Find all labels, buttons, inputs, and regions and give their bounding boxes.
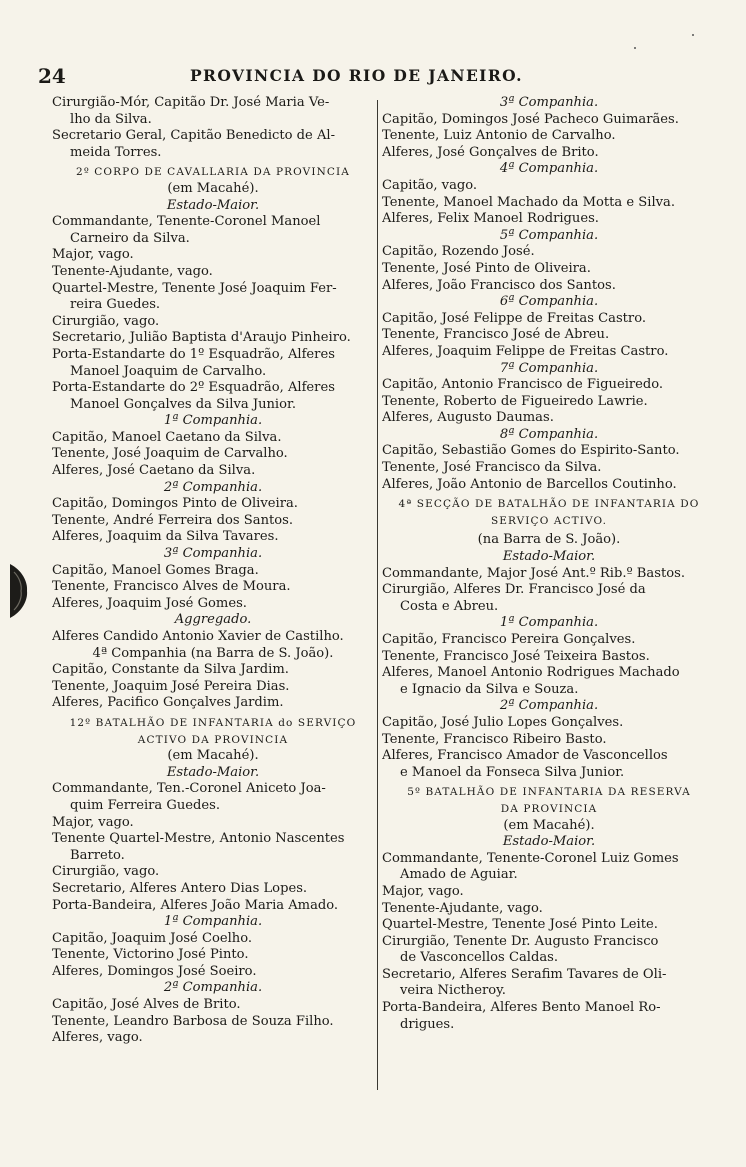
right-column-line: de Vasconcellos Caldas. bbox=[400, 950, 559, 966]
left-column-line: meida Torres. bbox=[70, 144, 162, 160]
left-column-line: Alferes, Joaquim José Gomes. bbox=[52, 595, 247, 611]
left-column-line: Tenente, Joaquim José Pereira Dias. bbox=[52, 678, 290, 694]
right-column-line: 1ª Companhia. bbox=[499, 615, 599, 631]
left-column-line: quim Ferreira Guedes. bbox=[70, 797, 221, 813]
left-column-line: Tenente, José Joaquim de Carvalho. bbox=[52, 446, 288, 462]
right-column-line: Capitão, Antonio Francisco de Figueiredo. bbox=[382, 377, 664, 393]
left-column-line: Capitão, Manoel Caetano da Silva. bbox=[52, 429, 282, 445]
right-column-line: 7ª Companhia. bbox=[499, 360, 599, 376]
left-column-line: Aggregado. bbox=[174, 612, 252, 628]
left-column-line: Capitão, Domingos Pinto de Oliveira. bbox=[52, 496, 298, 512]
left-column-line: 1ª Companhia. bbox=[163, 914, 263, 930]
left-column-line: Secretario Geral, Capitão Benedicto de Al- bbox=[52, 128, 336, 144]
left-column-line: Secretario, Julião Baptista d'Araujo Pinheiro. bbox=[52, 330, 351, 346]
left-column-line: Capitão, José Alves de Brito. bbox=[52, 997, 241, 1013]
right-column-line: Cirurgião, Tenente Dr. Augusto Francisco bbox=[382, 933, 659, 949]
left-column-line: (em Macahé). bbox=[167, 180, 259, 196]
right-column-line: Commandante, Major José Ant.º Rib.º Bastos. bbox=[382, 565, 685, 581]
left-column-line: 2ª Companhia. bbox=[163, 479, 263, 495]
left-column-line: Estado-Maior. bbox=[166, 764, 260, 780]
left-column-line: Capitão, Constante da Silva Jardim. bbox=[52, 662, 289, 678]
right-column bbox=[382, 95, 716, 1033]
right-column-line: Alferes, João Antonio de Barcellos Coutinho. bbox=[382, 476, 677, 492]
left-column-line: Estado-Maior. bbox=[166, 197, 260, 213]
left-column-line: Porta-Estandarte do 2º Esquadrão, Alferes bbox=[52, 380, 335, 396]
right-column-line: 6ª Companhia. bbox=[499, 294, 599, 310]
right-column-line: Alferes, Joaquim Felippe de Freitas Castro. bbox=[382, 343, 669, 359]
right-column-line: Estado-Maior. bbox=[502, 549, 596, 565]
left-column-line: ACTIVO DA PROVINCIA bbox=[137, 733, 289, 746]
left-column-line: Barreto. bbox=[70, 847, 125, 863]
right-column-line: Alferes, Augusto Daumas. bbox=[382, 410, 554, 426]
paper-speck bbox=[634, 47, 636, 49]
right-column-line: Tenente, Luiz Antonio de Carvalho. bbox=[382, 128, 616, 144]
right-column-line: Alferes, Felix Manoel Rodrigues. bbox=[382, 211, 599, 227]
right-column-line: Capitão, Francisco Pereira Gonçalves. bbox=[382, 632, 636, 647]
right-column-line: Alferes, José Gonçalves de Brito. bbox=[382, 144, 599, 160]
right-column-line: (em Macahé). bbox=[503, 817, 595, 833]
left-column-line: (em Macahé). bbox=[167, 748, 259, 764]
right-column-line: Alferes, Francisco Amador de Vasconcellos bbox=[382, 748, 668, 764]
left-column-line: Tenente, Victorino José Pinto. bbox=[52, 947, 249, 963]
left-column-line: 2º CORPO DE CAVALLARIA DA PROVINCIA bbox=[76, 166, 350, 179]
right-column-line: Tenente-Ajudante, vago. bbox=[382, 900, 543, 916]
left-column-line: Capitão, Joaquim José Coelho. bbox=[52, 930, 253, 946]
right-column-line: Tenente, Roberto de Figueiredo Lawrie. bbox=[382, 393, 648, 409]
right-column-line: Tenente, José Francisco da Silva. bbox=[382, 460, 602, 476]
left-column-line: lho da Silva. bbox=[70, 111, 152, 127]
left-column-line: Tenente, André Ferreira dos Santos. bbox=[52, 512, 294, 528]
left-column bbox=[52, 95, 374, 1047]
left-column-line: 4ª Companhia (na Barra de S. João). bbox=[92, 645, 334, 661]
right-column-line: Capitão, Sebastião Gomes do Espirito-Santo. bbox=[382, 443, 680, 459]
right-column-line: Tenente, Francisco José Teixeira Bastos. bbox=[382, 648, 650, 664]
left-column-line: Alferes, vago. bbox=[52, 1030, 143, 1046]
page-title: PROVINCIA DO RIO DE JANEIRO. bbox=[190, 66, 523, 85]
left-column-line: Porta-Estandarte do 1º Esquadrão, Alferes bbox=[52, 346, 335, 362]
right-column-line: Quartel-Mestre, Tenente José Pinto Leite. bbox=[382, 917, 658, 933]
left-column-line: Tenente, Leandro Barbosa de Souza Filho. bbox=[52, 1013, 334, 1029]
left-column-line: Alferes, Domingos José Soeiro. bbox=[52, 963, 257, 979]
right-column-line: 8ª Companhia. bbox=[499, 426, 599, 442]
left-column-line: Alferes, Joaquim da Silva Tavares. bbox=[52, 529, 279, 545]
left-column-line: Porta-Bandeira, Alferes João Maria Amado. bbox=[52, 897, 339, 913]
left-column-line: Cirurgião, vago. bbox=[52, 313, 160, 329]
right-column-line: veira Nictheroy. bbox=[400, 983, 506, 999]
right-column-line: (na Barra de S. João). bbox=[477, 532, 621, 548]
page-number: 24 bbox=[38, 64, 66, 88]
left-column-line: Secretario, Alferes Antero Dias Lopes. bbox=[52, 880, 308, 896]
right-column-line: 4ª SECÇÃO DE BATALHÃO DE INFANTARIA DO bbox=[398, 498, 700, 511]
right-column-line: Capitão, Rozendo José. bbox=[382, 244, 535, 260]
right-column-line: Alferes, João Francisco dos Santos. bbox=[382, 277, 616, 293]
paper-speck bbox=[692, 34, 694, 36]
right-column-line: 4ª Companhia. bbox=[499, 161, 599, 177]
left-column-line: Alferes, José Caetano da Silva. bbox=[52, 463, 256, 479]
right-column-line: Tenente, Francisco Ribeiro Basto. bbox=[382, 731, 607, 747]
left-column-line: Commandante, Tenente-Coronel Manoel bbox=[52, 214, 321, 230]
right-column-line: Tenente, Manoel Machado da Motta e Silva. bbox=[382, 194, 676, 210]
right-column-line: 3ª Companhia. bbox=[499, 95, 599, 110]
left-column-line: Capitão, Manoel Gomes Braga. bbox=[52, 562, 259, 578]
left-column-line: Tenente, Francisco Alves de Moura. bbox=[52, 579, 291, 595]
left-column-line: 1ª Companhia. bbox=[163, 413, 263, 429]
right-column-line: Costa e Abreu. bbox=[400, 598, 499, 614]
column-divider bbox=[377, 100, 378, 1090]
left-column-line: Commandante, Ten.-Coronel Aniceto Joa- bbox=[52, 781, 326, 797]
right-column-line: 2ª Companhia. bbox=[499, 698, 599, 714]
right-column-line: Capitão, José Felippe de Freitas Castro. bbox=[382, 310, 647, 326]
left-column-line: Alferes, Pacifico Gonçalves Jardim. bbox=[52, 695, 284, 711]
right-column-line: drigues. bbox=[400, 1016, 455, 1032]
left-column-line: Cirurgião, vago. bbox=[52, 864, 160, 880]
left-column-line: Manoel Joaquim de Carvalho. bbox=[70, 363, 267, 379]
right-column-line: Capitão, vago. bbox=[382, 177, 478, 193]
left-column-line: Cirurgião-Mór, Capitão Dr. José Maria Ve- bbox=[52, 95, 330, 110]
left-column-line: Tenente Quartel-Mestre, Antonio Nascentes bbox=[52, 831, 345, 847]
left-column-line: Quartel-Mestre, Tenente José Joaquim Fer- bbox=[52, 280, 337, 296]
left-column-line: Major, vago. bbox=[52, 814, 134, 830]
left-column-line: 2ª Companhia. bbox=[163, 980, 263, 996]
right-column-line: Amado de Aguiar. bbox=[400, 867, 518, 883]
right-column-line: Estado-Maior. bbox=[502, 834, 596, 850]
left-column-line: Alferes Candido Antonio Xavier de Castilho. bbox=[52, 629, 344, 644]
right-column-line: 5º BATALHÃO DE INFANTARIA DA RESERVA bbox=[407, 786, 691, 799]
right-column-line: Alferes, Manoel Antonio Rodrigues Machado bbox=[382, 665, 680, 681]
right-column-line: Cirurgião, Alferes Dr. Francisco José da bbox=[382, 582, 646, 598]
left-column-line: 3ª Companhia. bbox=[163, 546, 263, 562]
right-column-line: Secretario, Alferes Serafim Tavares de Oli- bbox=[382, 966, 667, 982]
right-column-line: Capitão, Domingos José Pacheco Guimarães. bbox=[382, 111, 679, 127]
right-column-line: Tenente, José Pinto de Oliveira. bbox=[382, 260, 591, 276]
right-column-line: e Ignacio da Silva e Souza. bbox=[400, 681, 579, 697]
right-column-line: 5ª Companhia. bbox=[499, 227, 599, 243]
right-column-line: Major, vago. bbox=[382, 883, 464, 899]
left-column-line: Major, vago. bbox=[52, 247, 134, 263]
left-column-line: Tenente-Ajudante, vago. bbox=[52, 263, 213, 279]
right-column-line: Tenente, Francisco José de Abreu. bbox=[382, 327, 610, 343]
right-column-line: SERVIÇO ACTIVO. bbox=[490, 514, 608, 527]
right-column-line: DA PROVINCIA bbox=[500, 802, 598, 815]
page-header bbox=[38, 64, 718, 88]
left-column-line: 12º BATALHÃO DE INFANTARIA do SERVIÇO bbox=[69, 716, 357, 729]
right-column-line: Commandante, Tenente-Coronel Luiz Gomes bbox=[382, 850, 679, 866]
left-column-line: Manoel Gonçalves da Silva Junior. bbox=[70, 396, 296, 412]
right-column-line: Porta-Bandeira, Alferes Bento Manoel Ro- bbox=[382, 1000, 661, 1016]
binding-shadow-mark bbox=[8, 560, 30, 622]
left-column-line: Carneiro da Silva. bbox=[70, 230, 190, 246]
right-column-line: e Manoel da Fonseca Silva Junior. bbox=[400, 764, 625, 780]
right-column-line: Capitão, José Julio Lopes Gonçalves. bbox=[382, 714, 624, 730]
left-column-line: reira Guedes. bbox=[70, 297, 161, 313]
